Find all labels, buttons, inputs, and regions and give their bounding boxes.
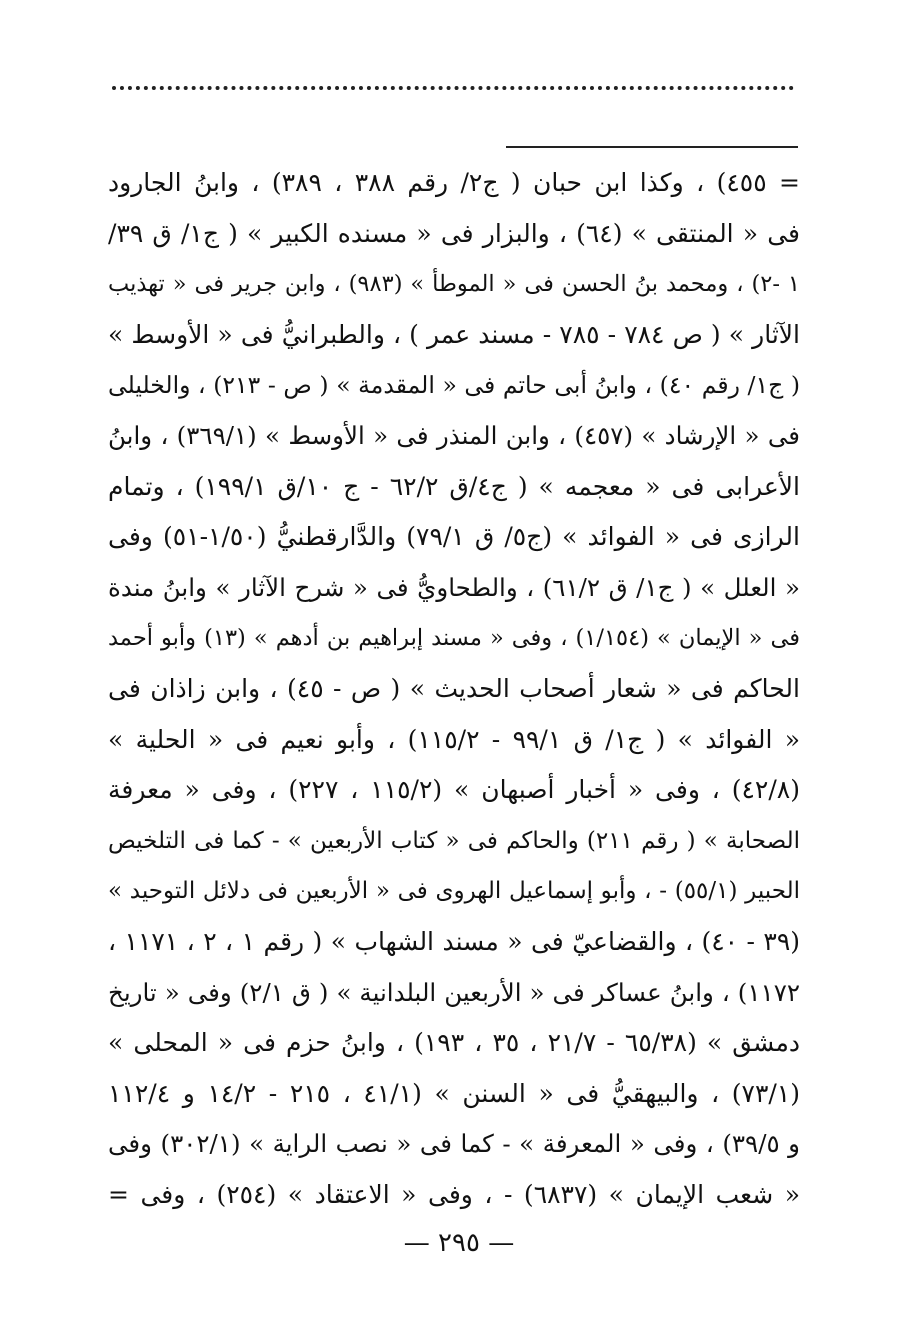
footnote-line: فى « الإرشاد » (٤٥٧) ، وابن المنذر فى « الأوسط » (٣٦٩/١) ، وابنُ [108,420,800,450]
footnote-line: و ٣٩/٥) ، وفى « المعرفة » - كما فى « نصب الراية » (٣٠٢/١) وفى [108,1129,800,1159]
footnote-separator [506,146,798,148]
footnote-line: ١١٧٢) ، وابنُ عساكر فى « الأربعين البلدانية » ( ق ٢/١) وفى « تاريخ [108,977,801,1007]
header-dotted-rule [112,86,794,90]
footnote-line: (٤٢/٨) ، وفى « أخبار أصبهان » (١١٥/٢ ، ٢٢٧) ، وفى « معرفة [108,775,800,805]
footnote-line: الرازى فى « الفوائد » (ج٥/ ق ٧٩/١) والدَّارقطنيُّ (١/٥٠-٥١) وفى [108,522,800,552]
footnote-line: دمشق » (٦٥/٣٨ - ٢١/٧ ، ٣٥ ، ١٩٣) ، وابنُ حزم فى « المحلى » [108,1028,800,1058]
footnote-line: « الفوائد » ( ج١/ ق ٩٩/١ - ١١٥/٢) ، وأبو نعيم فى « الحلية » [108,724,801,754]
footnote-line: (٧٣/١) ، والبيهقيُّ فى « السنن » (٤١/١ ، ٢١٥ - ١٤/٢ و ١١٢/٤ [108,1078,801,1108]
footnote-line: الآثار » ( ص ٧٨٤ - ٧٨٥ - مسند عمر ) ، والطبرانيُّ فى « الأوسط » [108,319,800,349]
footnote-line: الحاكم فى « شعار أصحاب الحديث » ( ص - ٤٥) ، وابن زاذان فى [108,673,800,703]
footnote-block [108,158,800,1220]
footnote-line: الحبير (٥٥/١) - ، وأبو إسماعيل الهروى فى « الأربعين فى دلائل التوحيد » [108,878,800,905]
page-number: — ٢٩٥ — [403,1228,515,1258]
footnote-line: = ٤٥٥) ، وكذا ابن حبان ( ج٢/ رقم ٣٨٨ ، ٣٨٩) ، وابنُ الجارود [108,168,800,197]
footnote-line: الصحابة » ( رقم ٢١١) والحاكم فى « كتاب الأربعين » - كما فى التلخيص [108,827,800,854]
footnote-line: « العلل » ( ج١/ ق ٦١/٢) ، والطحاويُّ فى « شرح الآثار » وابنُ مندة [108,572,801,602]
footnote-line: الأعرابى فى « معجمه » ( ج٤/ق ٦٢/٢ - ج ١٠/ق ١٩٩/١) ، وتمام [108,471,800,501]
footnote-line: (٣٩ - ٤٠) ، والقضاعيّ فى « مسند الشهاب » ( رقم ١ ، ٢ ، ١١٧١ ، [108,926,801,956]
footnote-line: فى « المنتقى » (٦٤) ، والبزار فى « مسنده الكبير » ( ج١/ ق ٣٩/ [108,218,800,248]
footnote-line: « شعب الإيمان » (٦٨٣٧) - ، وفى « الاعتقاد » (٢٥٤) ، وفى = [108,1179,800,1209]
footnote-line: فى « الإيمان » (١/١٥٤) ، وفى « مسند إبراهيم بن أدهم » (١٣) وأبو أحمد [108,625,800,652]
footnote-line: ١ -٢) ، ومحمد بنُ الحسن فى « الموطأ » (٩٨٣) ، وابن جرير فى « تهذيب [108,271,800,298]
footnote-line: ( ج١/ رقم ٤٠) ، وابنُ أبى حاتم فى « المقدمة » ( ص - ٢١٣) ، والخليلى [108,371,800,400]
